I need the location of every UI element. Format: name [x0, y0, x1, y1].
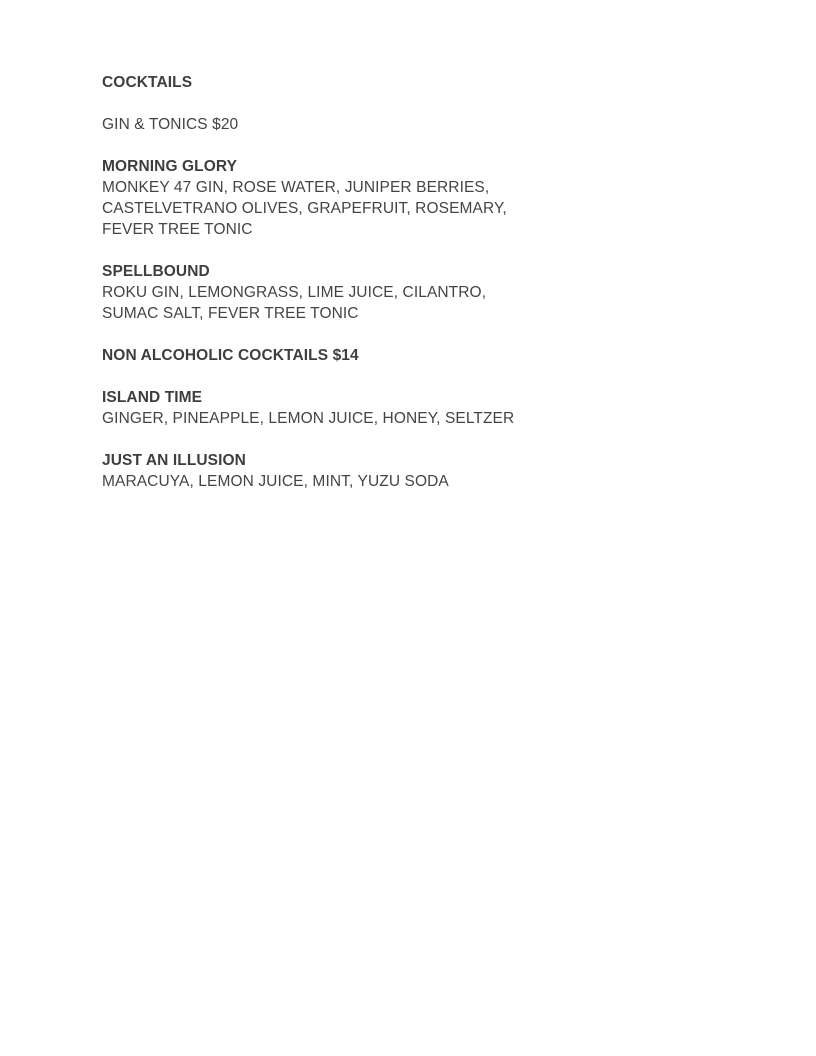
spacer — [102, 429, 702, 450]
item-name: JUST AN ILLUSION — [102, 452, 246, 469]
menu-item-spellbound — [102, 261, 702, 324]
item-ingredients-line: SUMAC SALT, FEVER TREE TONIC — [102, 305, 359, 322]
item-ingredients-line: MARACUYA, LEMON JUICE, MINT, YUZU SODA — [102, 473, 449, 490]
item-name: ISLAND TIME — [102, 389, 203, 406]
menu-document — [102, 72, 702, 492]
item-ingredients-line: ROKU GIN, LEMONGRASS, LIME JUICE, CILANTRO, — [102, 284, 487, 301]
menu-item-island-time — [102, 387, 702, 429]
item-name: MORNING GLORY — [102, 158, 238, 175]
gin-tonics-price-line: GIN & TONICS $20 — [102, 116, 239, 133]
spacer — [102, 324, 702, 345]
spacer — [102, 366, 702, 387]
spacer — [102, 135, 702, 156]
menu-item-just-an-illusion — [102, 450, 702, 492]
item-ingredients-line: MONKEY 47 GIN, ROSE WATER, JUNIPER BERRIES, — [102, 179, 490, 196]
spacer — [102, 93, 702, 114]
section-heading-non-alcoholic: NON ALCOHOLIC COCKTAILS $14 — [102, 347, 359, 364]
item-ingredients-line: FEVER TREE TONIC — [102, 221, 253, 238]
menu-item-morning-glory — [102, 156, 702, 240]
item-ingredients-line: CASTELVETRANO OLIVES, GRAPEFRUIT, ROSEMARY, — [102, 200, 507, 217]
section-heading-cocktails: COCKTAILS — [102, 74, 193, 91]
item-ingredients-line: GINGER, PINEAPPLE, LEMON JUICE, HONEY, SELTZER — [102, 410, 515, 427]
item-name: SPELLBOUND — [102, 263, 210, 280]
spacer — [102, 240, 702, 261]
